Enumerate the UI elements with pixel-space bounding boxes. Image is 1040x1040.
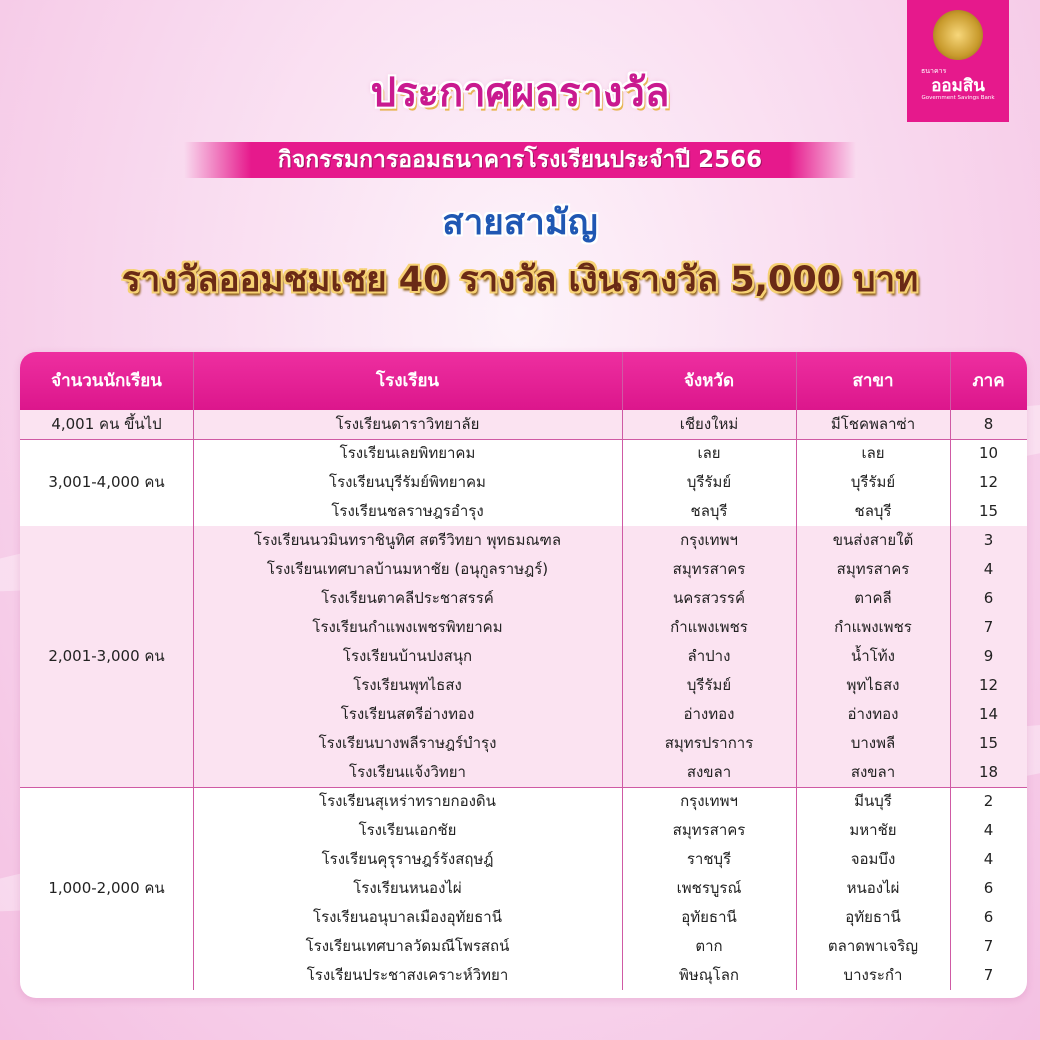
branch-cell: สงขลา	[850, 763, 896, 781]
school-cell: โรงเรียนนวมินทราชินูทิศ สตรีวิทยา พุทธมณฑล	[253, 531, 562, 549]
branch-cell: บางระกำ	[843, 966, 903, 984]
region-cell: 15	[978, 734, 999, 752]
logo-small-text: ธนาคาร	[921, 67, 947, 75]
region-cell: 4	[983, 560, 994, 578]
bank-seal-icon	[933, 10, 983, 60]
school-cell: โรงเรียนกำแพงเพชรพิทยาคม	[312, 618, 503, 636]
column-header-province: จังหวัด	[683, 371, 735, 391]
table-header	[20, 352, 1027, 410]
branch-cell: บางพลี	[850, 734, 896, 752]
region-cell: 6	[983, 908, 994, 926]
branch-cell: จอมบึง	[850, 850, 896, 868]
branch-cell: มีโชคพลาซ่า	[830, 415, 916, 433]
award-heading: รางวัลออมชมเชย 40 รางวัล เงินรางวัล 5,000 บาท	[121, 260, 919, 300]
branch-cell: ชลบุรี	[854, 502, 892, 520]
school-cell: โรงเรียนชลราษฎรอำรุง	[331, 502, 484, 520]
branch-cell: มีนบุรี	[854, 792, 892, 810]
column-header-region: ภาค	[972, 371, 1005, 391]
region-cell: 6	[983, 589, 994, 607]
province-cell: ตาก	[695, 937, 723, 955]
province-cell: บุรีรัมย์	[686, 676, 732, 694]
province-cell: ชลบุรี	[690, 502, 728, 520]
group-label: 4,001 คน ขึ้นไป	[51, 415, 162, 433]
school-cell: โรงเรียนแจ้งวิทยา	[349, 763, 466, 781]
region-cell: 4	[983, 821, 994, 839]
school-cell: โรงเรียนประชาสงเคราะห์วิทยา	[306, 966, 509, 984]
column-divider	[622, 352, 623, 990]
region-cell: 7	[983, 618, 994, 636]
province-cell: สงขลา	[686, 763, 732, 781]
branch-cell: สมุทรสาคร	[836, 560, 910, 578]
column-divider	[796, 352, 797, 990]
school-cell: โรงเรียนอนุบาลเมืองอุทัยธานี	[313, 908, 502, 926]
branch-cell: หนองไผ่	[846, 879, 900, 897]
region-cell: 12	[978, 473, 999, 491]
logo-english: Government Savings Bank	[921, 95, 995, 101]
school-cell: โรงเรียนหนองไผ่	[353, 879, 462, 897]
school-cell: โรงเรียนคุรุราษฎร์รังสฤษฎ์	[321, 850, 494, 868]
branch-cell: ขนส่งสายใต้	[832, 531, 914, 549]
province-cell: สมุทรสาคร	[672, 821, 746, 839]
province-cell: เชียงใหม่	[679, 415, 739, 433]
branch-cell: อุทัยธานี	[845, 908, 901, 926]
branch-cell: ตาคลี	[854, 589, 892, 607]
school-cell: โรงเรียนบุรีรัมย์พิทยาคม	[329, 473, 486, 491]
branch-cell: ตลาดพาเจริญ	[827, 937, 919, 955]
province-cell: พิษณุโลก	[678, 966, 740, 984]
province-cell: นครสวรรค์	[672, 589, 746, 607]
region-cell: 12	[978, 676, 999, 694]
column-divider	[950, 352, 951, 990]
province-cell: ลำปาง	[687, 647, 731, 665]
column-header-school: โรงเรียน	[375, 371, 440, 391]
region-cell: 15	[978, 502, 999, 520]
region-cell: 9	[983, 647, 994, 665]
region-cell: 2	[983, 792, 994, 810]
school-cell: โรงเรียนดาราวิทยาลัย	[335, 415, 480, 433]
logo-name: ออมสิน	[931, 76, 985, 96]
province-cell: อ่างทอง	[683, 705, 735, 723]
column-divider	[193, 352, 194, 990]
school-cell: โรงเรียนบ้านปงสนุก	[342, 647, 473, 665]
branch-cell: เลย	[861, 444, 885, 462]
branch-cell: อ่างทอง	[847, 705, 899, 723]
region-cell: 8	[983, 415, 994, 433]
region-cell: 7	[983, 937, 994, 955]
province-cell: สมุทรปราการ	[664, 734, 754, 752]
region-cell: 7	[983, 966, 994, 984]
school-cell: โรงเรียนตาคลีประชาสรรค์	[321, 589, 494, 607]
page-subtitle: กิจกรรมการออมธนาคารโรงเรียนประจำปี 2566	[184, 142, 856, 178]
province-cell: อุทัยธานี	[681, 908, 737, 926]
group-label: 2,001-3,000 คน	[48, 647, 165, 665]
category-heading: สายสามัญ	[442, 203, 598, 243]
province-cell: เลย	[697, 444, 721, 462]
school-cell: โรงเรียนเทศบาลบ้านมหาชัย (อนุกูลราษฎร์)	[266, 560, 549, 578]
province-cell: กรุงเทพฯ	[680, 792, 738, 810]
region-cell: 18	[978, 763, 999, 781]
region-cell: 10	[978, 444, 999, 462]
region-cell: 4	[983, 850, 994, 868]
school-cell: โรงเรียนเลยพิทยาคม	[339, 444, 476, 462]
school-cell: โรงเรียนบางพลีราษฎร์บำรุง	[318, 734, 497, 752]
branch-cell: บุรีรัมย์	[850, 473, 896, 491]
group-label: 3,001-4,000 คน	[48, 473, 165, 491]
school-cell: โรงเรียนสตรีอ่างทอง	[340, 705, 475, 723]
column-header-students: จำนวนนักเรียน	[51, 371, 162, 391]
province-cell: บุรีรัมย์	[686, 473, 732, 491]
column-header-branch: สาขา	[852, 371, 894, 391]
branch-cell: พุทไธสง	[846, 676, 900, 694]
branch-cell: กำแพงเพชร	[834, 618, 912, 636]
school-cell: โรงเรียนเอกชัย	[358, 821, 457, 839]
branch-cell: น้ำโท้ง	[851, 647, 895, 665]
school-cell: โรงเรียนพุทไธสง	[353, 676, 462, 694]
region-cell: 6	[983, 879, 994, 897]
school-cell: โรงเรียนสุเหร่าทรายกองดิน	[319, 792, 496, 810]
results-table	[20, 352, 1027, 998]
page-title: ประกาศผลรางวัล	[370, 70, 670, 116]
group-label: 1,000-2,000 คน	[48, 879, 165, 897]
region-cell: 3	[983, 531, 994, 549]
province-cell: กำแพงเพชร	[670, 618, 748, 636]
province-cell: เพชรบูรณ์	[676, 879, 742, 897]
province-cell: สมุทรสาคร	[672, 560, 746, 578]
school-cell: โรงเรียนเทศบาลวัดมณีโพรสถน์	[305, 937, 510, 955]
branch-cell: มหาชัย	[849, 821, 897, 839]
province-cell: กรุงเทพฯ	[680, 531, 738, 549]
province-cell: ราชบุรี	[686, 850, 732, 868]
region-cell: 14	[978, 705, 999, 723]
